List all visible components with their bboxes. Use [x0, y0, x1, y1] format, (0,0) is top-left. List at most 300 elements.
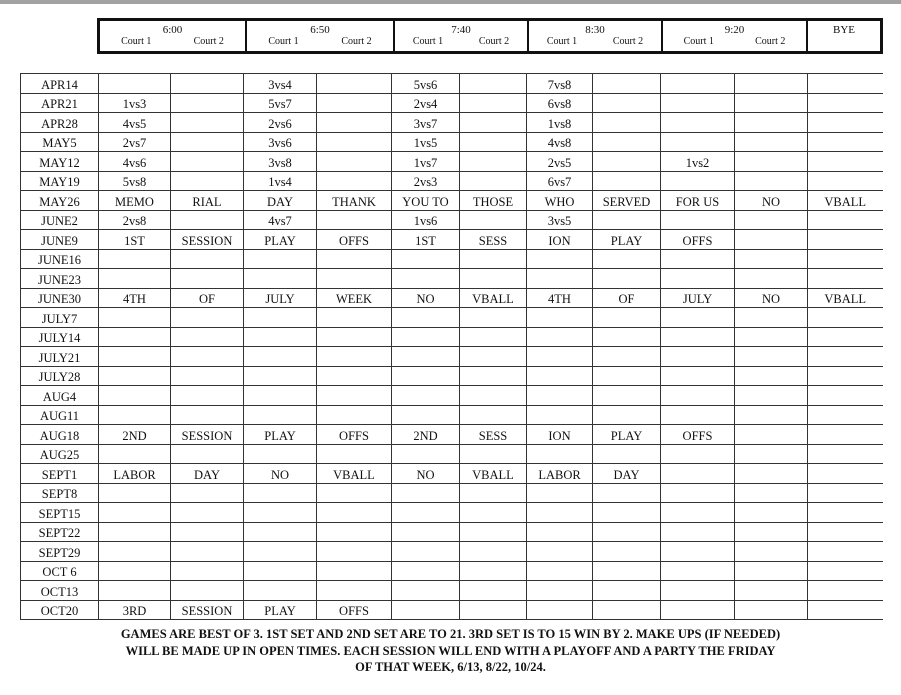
game-cell [317, 581, 392, 601]
game-cell [171, 269, 244, 289]
date-cell: JUNE30 [21, 288, 99, 308]
game-cell [735, 425, 808, 445]
game-cell [808, 444, 883, 464]
game-cell: 6vs7 [527, 171, 593, 191]
game-cell [244, 405, 317, 425]
game-cell: 4vs8 [527, 132, 593, 152]
game-cell [317, 366, 392, 386]
rules-line-1: GAMES ARE BEST OF 3. 1ST SET AND 2ND SET ARE TO 21. 3RD SET IS TO 15 WIN BY 2. MAKE UPS (IF NEEDED) [120, 627, 781, 641]
game-cell [593, 386, 661, 406]
game-cell: NO [735, 191, 808, 211]
game-cell: 1vs6 [392, 210, 460, 230]
table-row [21, 464, 883, 484]
game-cell [735, 483, 808, 503]
game-cell [735, 269, 808, 289]
game-cell: 4TH [527, 288, 593, 308]
table-row [21, 152, 883, 172]
table-row [21, 503, 883, 523]
game-cell [317, 347, 392, 367]
date-cell: JUNE16 [21, 249, 99, 269]
slot-time: 8:30 [585, 24, 605, 36]
game-cell [735, 405, 808, 425]
game-cell: SESSION [171, 425, 244, 445]
game-cell: DAY [244, 191, 317, 211]
game-cell: MEMO [99, 191, 171, 211]
table-row [21, 288, 883, 308]
game-cell [808, 503, 883, 523]
game-cell [735, 522, 808, 542]
game-cell [808, 542, 883, 562]
game-cell: VBALL [460, 464, 527, 484]
game-cell: JULY [661, 288, 735, 308]
game-cell: SESSION [171, 600, 244, 620]
game-cell [808, 230, 883, 250]
court2-label: Court 2 [193, 36, 224, 47]
game-cell: DAY [593, 464, 661, 484]
game-cell [244, 483, 317, 503]
game-cell [661, 522, 735, 542]
game-cell [392, 405, 460, 425]
game-cell [317, 561, 392, 581]
game-cell [171, 542, 244, 562]
game-cell [460, 386, 527, 406]
game-cell: 3vs6 [244, 132, 317, 152]
game-cell [99, 74, 171, 94]
game-cell [527, 327, 593, 347]
game-cell: THANK [317, 191, 392, 211]
game-cell [527, 581, 593, 601]
game-cell: 5vs7 [244, 93, 317, 113]
table-row [21, 405, 883, 425]
game-cell [661, 405, 735, 425]
game-cell: RIAL [171, 191, 244, 211]
game-cell [593, 152, 661, 172]
game-cell [392, 483, 460, 503]
game-cell [661, 366, 735, 386]
date-cell: MAY12 [21, 152, 99, 172]
game-cell [735, 327, 808, 347]
game-cell [460, 542, 527, 562]
game-cell [735, 581, 808, 601]
game-cell: 3RD [99, 600, 171, 620]
date-cell: JUNE2 [21, 210, 99, 230]
game-cell: 3vs4 [244, 74, 317, 94]
game-cell [808, 464, 883, 484]
game-cell: 1vs2 [661, 152, 735, 172]
game-cell [661, 386, 735, 406]
court2-label: Court 2 [341, 36, 372, 47]
game-cell [392, 581, 460, 601]
date-cell: SEPT15 [21, 503, 99, 523]
game-cell [171, 308, 244, 328]
game-cell [593, 210, 661, 230]
scan-edge [0, 0, 901, 4]
game-cell [460, 581, 527, 601]
date-cell: SEPT22 [21, 522, 99, 542]
date-cell: AUG25 [21, 444, 99, 464]
game-cell [317, 249, 392, 269]
slot-6-50 [247, 21, 395, 51]
game-cell: WEEK [317, 288, 392, 308]
game-cell [661, 171, 735, 191]
game-cell: OFFS [317, 425, 392, 445]
game-cell [392, 327, 460, 347]
time-slot-header [97, 18, 883, 54]
game-cell [460, 483, 527, 503]
game-cell [460, 600, 527, 620]
slot-time: 9:20 [724, 24, 745, 36]
date-cell: OCT 6 [21, 561, 99, 581]
game-cell [593, 366, 661, 386]
game-cell [808, 308, 883, 328]
game-cell [171, 327, 244, 347]
game-cell [171, 483, 244, 503]
game-cell [593, 132, 661, 152]
game-cell [317, 483, 392, 503]
game-cell [593, 444, 661, 464]
game-cell [661, 113, 735, 133]
game-cell [735, 249, 808, 269]
court2-label: Court 2 [478, 36, 510, 47]
game-cell [808, 210, 883, 230]
game-cell: THOSE [460, 191, 527, 211]
game-cell [527, 366, 593, 386]
game-cell [808, 152, 883, 172]
table-row [21, 210, 883, 230]
date-cell: AUG4 [21, 386, 99, 406]
game-cell [593, 171, 661, 191]
game-cell [593, 581, 661, 601]
table-row [21, 522, 883, 542]
bye-header [808, 21, 880, 51]
date-cell: JULY21 [21, 347, 99, 367]
game-cell [99, 561, 171, 581]
game-cell [735, 93, 808, 113]
game-cell [661, 249, 735, 269]
game-cell [317, 522, 392, 542]
game-cell [527, 269, 593, 289]
game-cell [527, 405, 593, 425]
game-cell [593, 542, 661, 562]
game-cell: SESS [460, 425, 527, 445]
game-cell [460, 503, 527, 523]
game-cell [171, 74, 244, 94]
table-row [21, 113, 883, 133]
game-cell: DAY [171, 464, 244, 484]
game-cell [735, 74, 808, 94]
table-row [21, 542, 883, 562]
game-cell [317, 152, 392, 172]
game-cell: 2vs6 [244, 113, 317, 133]
game-cell [99, 542, 171, 562]
date-cell: JUNE23 [21, 269, 99, 289]
game-cell [735, 308, 808, 328]
game-cell: ION [527, 230, 593, 250]
game-cell: PLAY [244, 425, 317, 445]
game-cell: OF [171, 288, 244, 308]
game-cell [808, 581, 883, 601]
date-cell: OCT13 [21, 581, 99, 601]
game-cell [99, 503, 171, 523]
game-cell [460, 327, 527, 347]
game-cell [99, 366, 171, 386]
game-cell [171, 503, 244, 523]
game-cell [460, 93, 527, 113]
game-cell [99, 327, 171, 347]
game-cell [392, 503, 460, 523]
date-cell: MAY5 [21, 132, 99, 152]
game-cell [808, 425, 883, 445]
game-cell [661, 132, 735, 152]
table-row [21, 93, 883, 113]
game-cell [317, 132, 392, 152]
court1-label: Court 1 [268, 36, 299, 47]
table-row [21, 74, 883, 94]
game-cell [661, 600, 735, 620]
game-cell [735, 542, 808, 562]
game-cell: ION [527, 425, 593, 445]
game-cell [460, 249, 527, 269]
game-cell: JULY [244, 288, 317, 308]
game-cell [808, 483, 883, 503]
game-cell [171, 347, 244, 367]
game-cell [460, 308, 527, 328]
game-cell [244, 581, 317, 601]
game-cell [527, 561, 593, 581]
date-cell: APR21 [21, 93, 99, 113]
game-cell [460, 366, 527, 386]
game-cell [735, 366, 808, 386]
game-cell [527, 483, 593, 503]
game-cell: 1ST [392, 230, 460, 250]
game-cell: NO [244, 464, 317, 484]
game-cell [392, 308, 460, 328]
game-cell [460, 444, 527, 464]
game-cell: 4vs6 [99, 152, 171, 172]
court1-label: Court 1 [546, 36, 578, 47]
game-cell: LABOR [99, 464, 171, 484]
game-cell: SERVED [593, 191, 661, 211]
game-cell [527, 503, 593, 523]
game-cell: 1vs8 [527, 113, 593, 133]
game-cell [460, 210, 527, 230]
game-cell [317, 93, 392, 113]
game-cell: 2vs4 [392, 93, 460, 113]
game-cell [527, 249, 593, 269]
game-cell: SESS [460, 230, 527, 250]
game-cell: VBALL [460, 288, 527, 308]
date-cell: SEPT8 [21, 483, 99, 503]
game-cell [661, 464, 735, 484]
game-cell [244, 366, 317, 386]
table-row [21, 600, 883, 620]
game-cell [317, 405, 392, 425]
game-cell [661, 93, 735, 113]
game-cell [244, 503, 317, 523]
game-cell [244, 522, 317, 542]
game-cell [171, 93, 244, 113]
game-cell [244, 386, 317, 406]
game-cell [171, 522, 244, 542]
game-cell [527, 347, 593, 367]
game-cell: 6vs8 [527, 93, 593, 113]
game-cell: OFFS [661, 230, 735, 250]
game-cell [735, 444, 808, 464]
game-cell: 2ND [392, 425, 460, 445]
game-cell [317, 542, 392, 562]
game-cell: 1ST [99, 230, 171, 250]
game-cell [392, 600, 460, 620]
court1-label: Court 1 [683, 36, 714, 47]
game-cell [460, 405, 527, 425]
game-cell [317, 210, 392, 230]
game-cell: VBALL [808, 191, 883, 211]
game-cell [593, 308, 661, 328]
court1-label: Court 1 [121, 36, 152, 47]
table-row [21, 425, 883, 445]
game-cell [460, 74, 527, 94]
game-cell: 3vs8 [244, 152, 317, 172]
table-row [21, 444, 883, 464]
game-cell: VBALL [808, 288, 883, 308]
game-cell [171, 581, 244, 601]
date-cell: SEPT29 [21, 542, 99, 562]
game-cell: OFFS [661, 425, 735, 445]
table-row [21, 269, 883, 289]
game-cell: PLAY [244, 230, 317, 250]
game-cell [527, 308, 593, 328]
game-cell [593, 503, 661, 523]
game-cell [392, 522, 460, 542]
date-cell: JULY28 [21, 366, 99, 386]
date-cell: SEPT1 [21, 464, 99, 484]
game-cell [527, 522, 593, 542]
game-cell [593, 405, 661, 425]
game-cell [317, 113, 392, 133]
game-cell [527, 542, 593, 562]
game-cell: SESSION [171, 230, 244, 250]
table-row [21, 386, 883, 406]
game-cell [593, 483, 661, 503]
table-row [21, 249, 883, 269]
game-cell: 7vs8 [527, 74, 593, 94]
game-cell [593, 269, 661, 289]
game-cell [735, 132, 808, 152]
game-cell [735, 152, 808, 172]
game-cell [244, 542, 317, 562]
slot-time: 7:40 [451, 24, 471, 36]
game-cell [99, 444, 171, 464]
game-cell [735, 386, 808, 406]
game-cell [244, 269, 317, 289]
game-cell [527, 444, 593, 464]
game-cell [661, 269, 735, 289]
game-cell: FOR US [661, 191, 735, 211]
game-cell [392, 366, 460, 386]
game-cell [99, 249, 171, 269]
game-cell [808, 93, 883, 113]
game-cell [735, 210, 808, 230]
game-cell: 1vs4 [244, 171, 317, 191]
game-cell [661, 327, 735, 347]
court2-label: Court 2 [612, 36, 644, 47]
game-cell [244, 249, 317, 269]
game-cell [460, 132, 527, 152]
date-cell: JUNE9 [21, 230, 99, 250]
game-cell [735, 561, 808, 581]
game-cell [661, 581, 735, 601]
game-cell [99, 347, 171, 367]
date-cell: APR14 [21, 74, 99, 94]
court2-label: Court 2 [755, 36, 786, 47]
game-cell [808, 132, 883, 152]
table-row [21, 483, 883, 503]
game-cell: 1vs3 [99, 93, 171, 113]
game-cell [392, 542, 460, 562]
game-cell [460, 522, 527, 542]
game-cell [317, 269, 392, 289]
game-cell: 1vs7 [392, 152, 460, 172]
table-row [21, 366, 883, 386]
game-cell [593, 93, 661, 113]
schedule-table [20, 73, 883, 620]
game-cell [808, 327, 883, 347]
rules-line-3: OF THAT WEEK, 6/13, 8/22, 10/24. [355, 660, 546, 674]
game-cell [171, 386, 244, 406]
game-cell [808, 386, 883, 406]
game-cell [460, 113, 527, 133]
game-cell [808, 366, 883, 386]
game-cell [99, 308, 171, 328]
game-cell [171, 405, 244, 425]
game-cell [171, 210, 244, 230]
date-cell: JULY7 [21, 308, 99, 328]
game-cell [171, 444, 244, 464]
game-cell [460, 171, 527, 191]
game-cell: NO [392, 288, 460, 308]
date-cell: OCT20 [21, 600, 99, 620]
game-cell [99, 386, 171, 406]
table-row [21, 581, 883, 601]
game-cell [99, 269, 171, 289]
game-cell [460, 269, 527, 289]
game-cell: VBALL [317, 464, 392, 484]
game-cell [460, 561, 527, 581]
game-cell: LABOR [527, 464, 593, 484]
game-cell [99, 581, 171, 601]
game-cell [392, 249, 460, 269]
game-cell [661, 561, 735, 581]
game-cell [735, 347, 808, 367]
game-cell [661, 444, 735, 464]
game-cell [735, 464, 808, 484]
game-cell [171, 113, 244, 133]
bye-label: BYE [833, 24, 855, 36]
game-cell [593, 249, 661, 269]
date-cell: APR28 [21, 113, 99, 133]
table-row [21, 327, 883, 347]
game-cell [171, 132, 244, 152]
game-cell [392, 386, 460, 406]
game-cell [661, 542, 735, 562]
game-cell [392, 561, 460, 581]
game-cell [171, 366, 244, 386]
table-row [21, 308, 883, 328]
game-cell [735, 113, 808, 133]
game-cell [808, 600, 883, 620]
game-cell [460, 347, 527, 367]
game-cell [593, 600, 661, 620]
